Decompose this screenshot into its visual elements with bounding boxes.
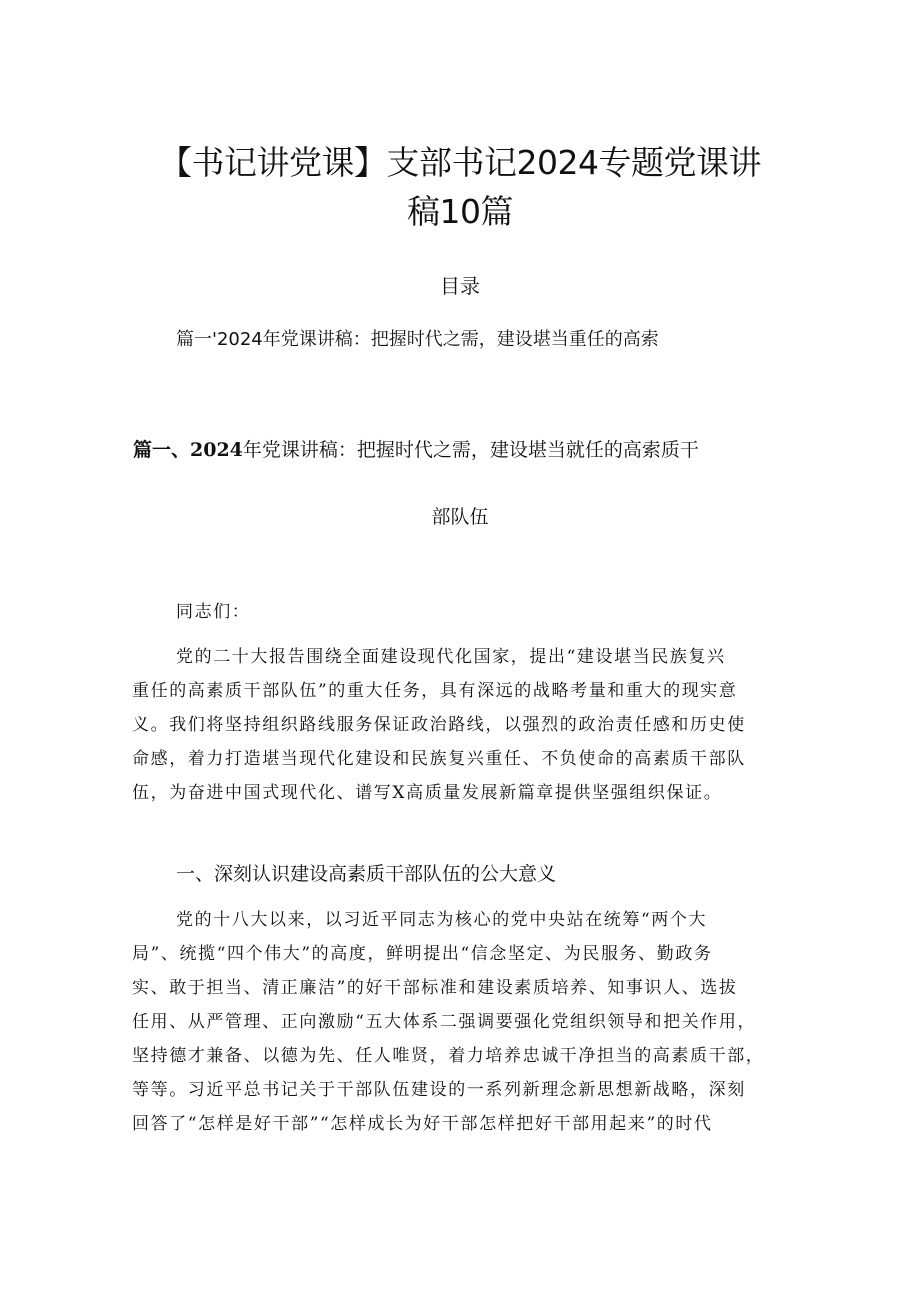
- chapter-title-line-2: 部队伍: [431, 506, 489, 528]
- paragraph-line: 任用、从严管理、正向激励“五大体系二强调要强化党组织领导和把关作用，: [132, 1012, 757, 1032]
- paragraph-line: 回答了“怎样是好干部”“怎样成长为好干部怎样把好干部用起来”的时代: [132, 1114, 713, 1134]
- paragraph-line: 等等。习近平总书记关于干部队伍建设的一系列新理念新思想新战略，深刻: [132, 1080, 746, 1100]
- toc-item[interactable]: 篇一'2024年党课讲稿：把握时代之需，建设堪当重任的高索: [176, 329, 659, 350]
- chapter-title-rest: 年党课讲稿：把握时代之需，建设堪当就任的高索质干: [242, 439, 699, 461]
- salutation: 同志们：: [176, 602, 251, 622]
- chapter-title-prefix: 篇一、2024: [133, 439, 243, 461]
- paragraph-2: [132, 903, 788, 1141]
- paragraph-line: 党的十八大以来，以习近平同志为核心的党中央站在统筹“两个大: [176, 910, 708, 930]
- paragraph-line: 局”、统揽“四个伟大”的高度，鲜明提出“信念坚定、为民服务、勤政务: [132, 944, 713, 964]
- paragraph-line: 党的二十大报告围绕全面建设现代化国家，提出“建设堪当民族复兴: [176, 647, 726, 667]
- document-title-line-2: 稿10篇: [407, 192, 513, 231]
- paragraph-line: 实、敢于担当、清正廉洁”的好干部标准和建设素质培养、知事识人、选拔: [132, 978, 738, 998]
- paragraph-line: 重任的高素质干部队伍”的重大任务，具有深远的战略考量和重大的现实意: [132, 681, 738, 701]
- paragraph-line: 义。我们将坚持组织路线服务保证政治路线，以强烈的政治责任感和历史使: [132, 715, 746, 735]
- paragraph-line: 伍，为奋进中国式现代化、谱写X高质量发展新篇章提供坚强组织保证。: [132, 783, 723, 803]
- chapter-title-line-1: [133, 436, 699, 464]
- toc-heading: 目录: [440, 274, 480, 298]
- paragraph-line: 命感，着力打造堪当现代化建设和民族复兴重任、不负使命的高素质干部队: [132, 749, 746, 769]
- document-title-line-1: 【书记讲党课】支部书记2024专题党课讲: [159, 143, 761, 182]
- paragraph-1: [132, 640, 788, 810]
- paragraph-line: 坚持德才兼备、以德为先、任人唯贤，着力培养忠诚干净担当的高素质干部，: [132, 1046, 765, 1066]
- section-heading: 一、深刻认识建设高素质干部队伍的公大意义: [176, 863, 557, 885]
